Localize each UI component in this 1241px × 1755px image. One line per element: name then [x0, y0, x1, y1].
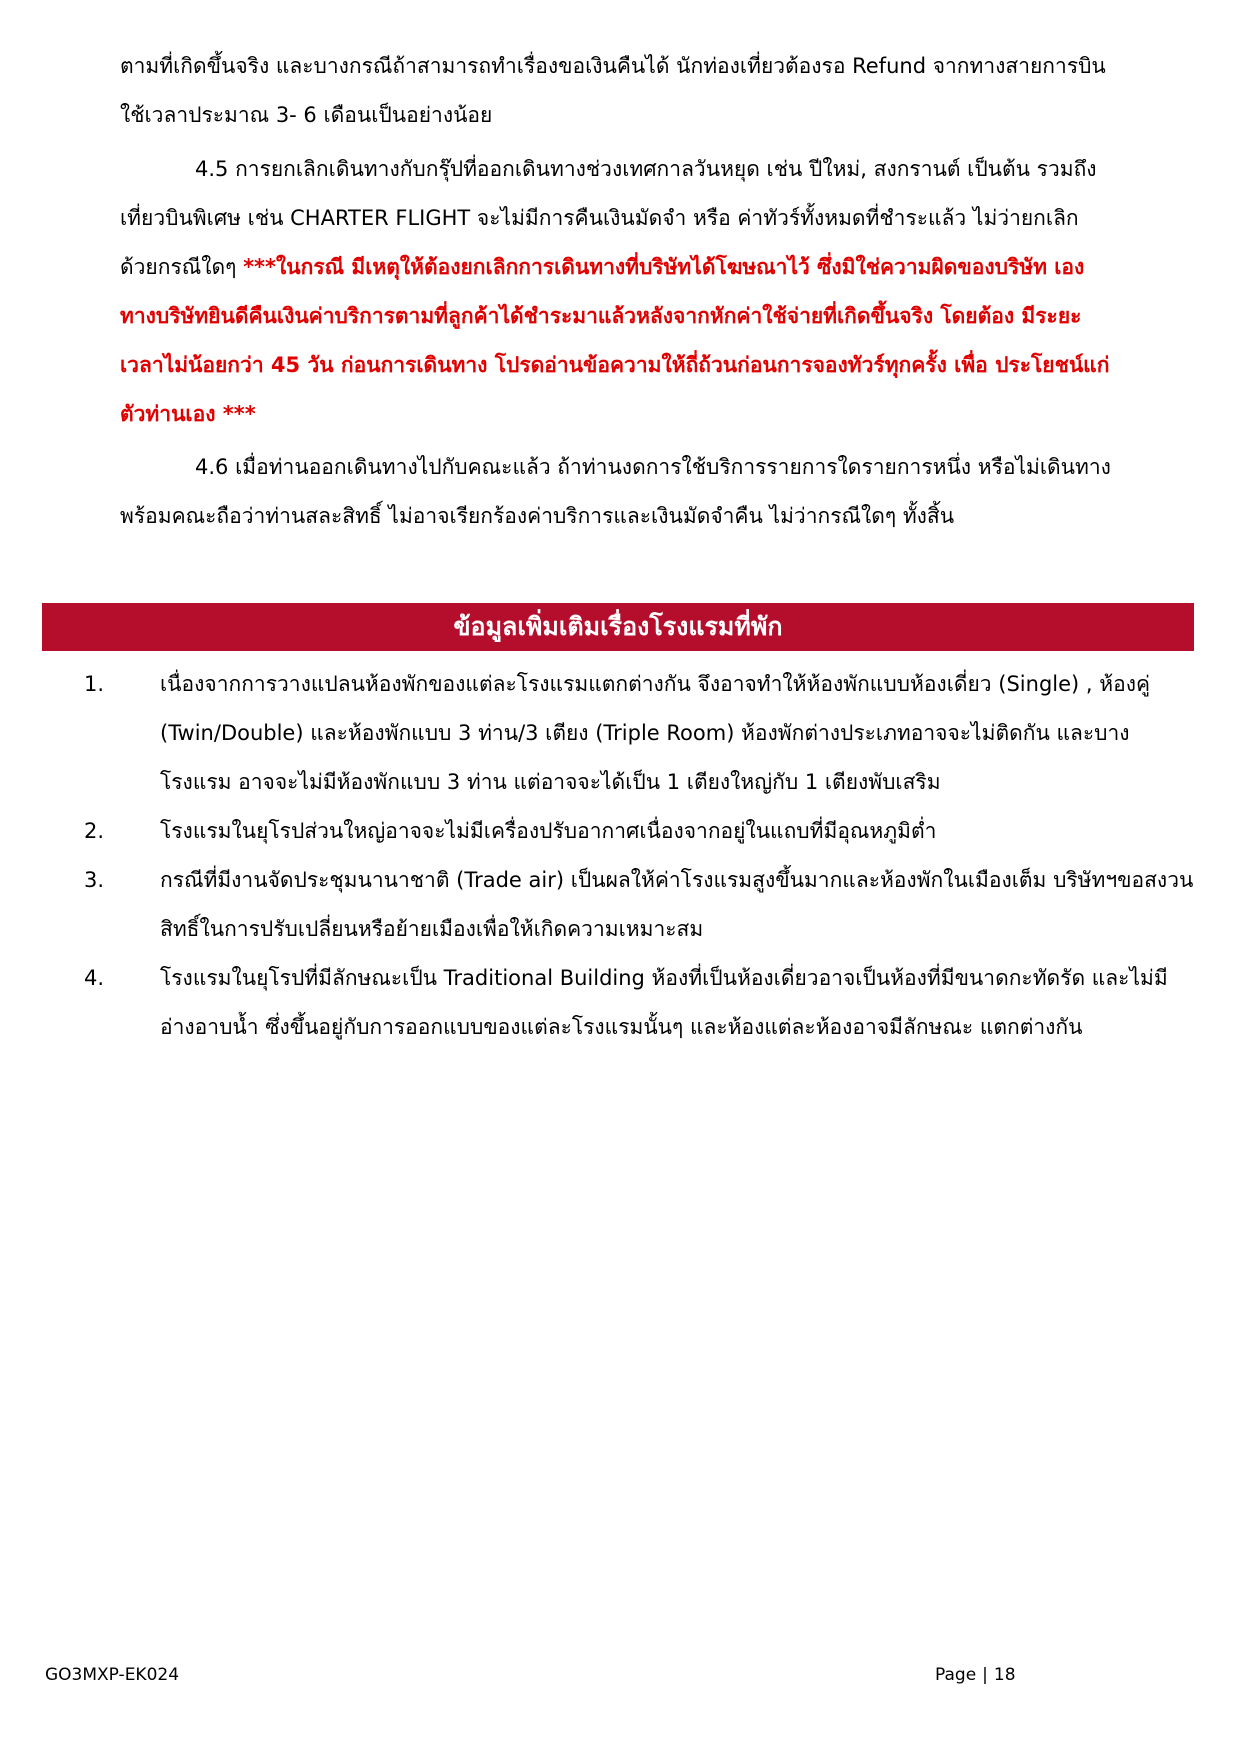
list-item-text: โรงแรมในยุโรปที่มีลักษณะเป็น Traditional Building ห้องที่เป็นห้องเดี่ยวอาจเป็นห้องที่มีขนาดกะทัดรัด และไม่มีอ่างอาบน้ำ ซึ่งขึ้นอยู่กับการออกแบบของแต่ละโรงแรมนั้นๆ และห้องแต่ละห้องอาจมีลักษณะ แตกต่างกัน: [160, 966, 1168, 1039]
page-number: 18: [993, 1665, 1016, 1685]
paragraph-4-5-text: 4.5 การยกเลิกเดินทางกับกรุ๊ปที่ออกเดินทางช่วงเทศกาลวันหยุด เช่น ปีใหม่, สงกรานต์ เป็นต้น รวมถึง เที่ยวบินพิเศษ เช่น CHARTER FLIGHT จะไม่มีการคืนเงินมัดจำ หรือ ค่าทัวร์ทั้งหมดที่ชำระแล้ว ไม่ว่ายกเลิก ด้วยกรณีใดๆ: [120, 157, 1097, 279]
list-item: [0, 954, 1241, 1052]
footer-page-number: [935, 1665, 1016, 1685]
list-item: [0, 660, 1241, 807]
paragraph-4-5: [120, 145, 1120, 439]
page-label: Page: [935, 1665, 977, 1685]
paragraph-4-6: [120, 443, 1120, 541]
list-item: [0, 807, 1241, 856]
paragraph-text: ตามที่เกิดขึ้นจริง และบางกรณีถ้าสามารถทำเรื่องขอเงินคืนได้ นักท่องเที่ยวต้องรอ Refund จากทางสายการบิน ใช้เวลาประมาณ 3- 6 เดือนเป็นอย่างน้อย: [120, 54, 1106, 127]
list-item: [0, 856, 1241, 954]
list-item-text: กรณีที่มีงานจัดประชุมนานาชาติ (Trade air) เป็นผลให้ค่าโรงแรมสูงขึ้นมากและห้องพักในเมืองเต็ม บริษัทฯขอสงวนสิทธิ์ในการปรับเปลี่ยนหรือย้ายเมืองเพื่อให้เกิดความเหมาะสม: [160, 868, 1194, 941]
section-title: ข้อมูลเพิ่มเติมเรื่องโรงแรมที่พัก: [453, 612, 783, 641]
footer-document-code: [45, 1665, 179, 1685]
paragraph-refund-continued: [120, 42, 1120, 140]
warning-text: ***ในกรณี มีเหตุให้ต้องยกเลิกการเดินทางที่บริษัทได้โฆษณาไว้ ซึ่งมิใช่ความผิดของบริษัท เอง ทางบริษัทยินดีคืนเงินค่าบริการตามที่ลูกค้าได้ชำระมาแล้วหลังจากหักค่าใช้จ่ายที่เกิดขึ้นจริง โดยต้อง มีระยะเวลาไม่น้อยกว่า 45 วัน ก่อนการเดินทาง โปรดอ่านข้อความให้ถี่ถ้วนก่อนการจองทัวร์ทุกครั้ง เพื่อ ประโยชน์แก่ตัวท่านเอง ***: [120, 255, 1110, 426]
document-code: GO3MXP-EK024: [45, 1665, 180, 1685]
list-item-text: เนื่องจากการวางแปลนห้องพักของแต่ละโรงแรมแตกต่างกัน จึงอาจทำให้ห้องพักแบบห้องเดี่ยว (Single) , ห้องคู่ (Twin/Double) และห้องพักแบบ 3 ท่าน/3 เตียง (Triple Room) ห้องพักต่างประเภทอาจจะไม่ติดกัน และบางโรงแรม อาจจะไม่มีห้องพักแบบ 3 ท่าน แต่อาจจะได้เป็น 1 เตียงใหญ่กับ 1 เตียงพับเสริม: [160, 672, 1151, 794]
section-header-hotel-info: [42, 603, 1194, 651]
paragraph-4-6-text: 4.6 เมื่อท่านออกเดินทางไปกับคณะแล้ว ถ้าท่านงดการใช้บริการรายการใดรายการหนึ่ง หรือไม่เดินทาง พร้อมคณะถือว่าท่านสละสิทธิ์ ไม่อาจเรียกร้องค่าบริการและเงินมัดจำคืน ไม่ว่ากรณีใดๆ ทั้งสิ้น: [120, 455, 1111, 528]
list-item-number: 2.: [84, 819, 105, 843]
list-item-number: 1.: [84, 672, 105, 696]
list-item-text: โรงแรมในยุโรปส่วนใหญ่อาจจะไม่มีเครื่องปรับอากาศเนื่องจากอยู่ในแถบที่มีอุณหภูมิต่ำ: [160, 819, 937, 843]
list-item-number: 3.: [84, 868, 105, 892]
hotel-info-list: [0, 660, 1241, 1052]
page-separator: |: [982, 1665, 988, 1685]
list-item-number: 4.: [84, 966, 105, 990]
